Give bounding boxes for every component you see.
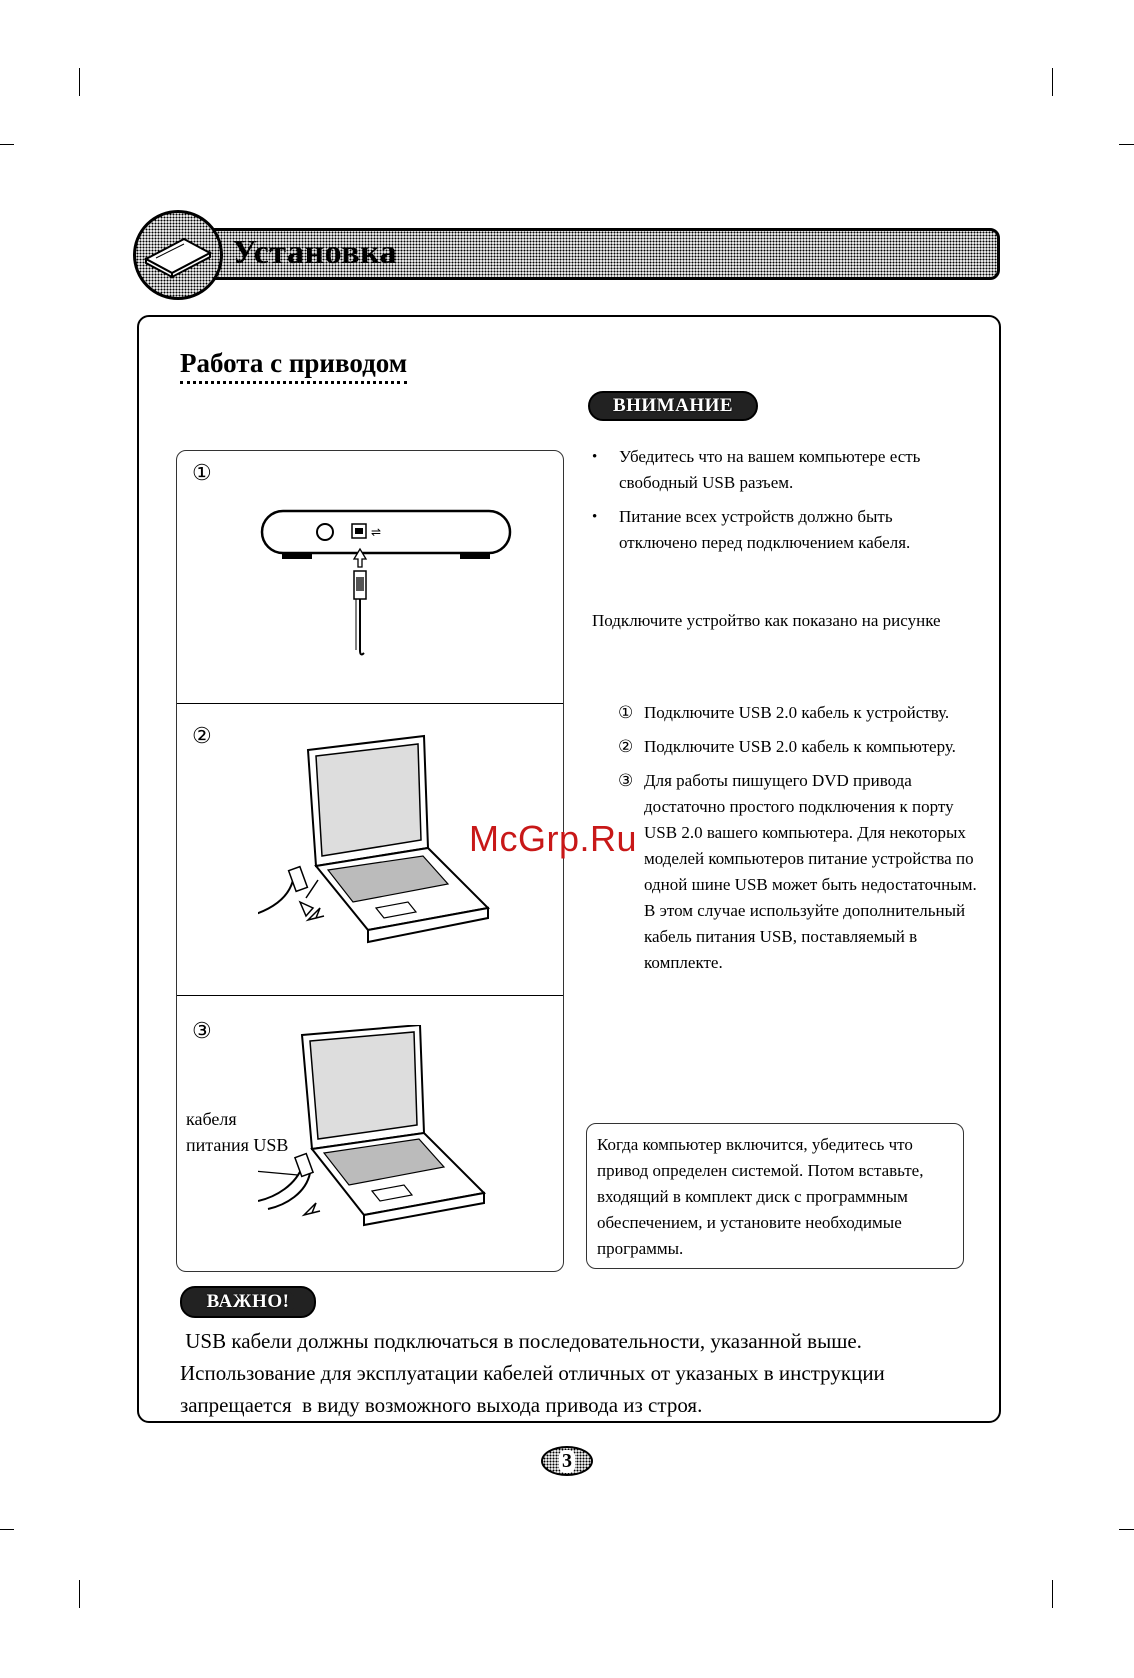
optical-drive-icon xyxy=(136,213,220,297)
crop-mark xyxy=(0,144,14,145)
crop-mark xyxy=(79,68,80,96)
drive-usb-illustration xyxy=(250,505,520,665)
step-marker: ② xyxy=(618,737,634,756)
important-badge xyxy=(180,1286,316,1318)
figure-3-label-line1: кабеля xyxy=(186,1109,237,1129)
section-title: Работа с приводом xyxy=(180,348,407,384)
crop-mark xyxy=(0,1529,14,1530)
attention-list xyxy=(592,444,972,564)
crop-mark xyxy=(1052,68,1053,96)
attention-badge xyxy=(588,391,758,421)
important-label: ВАЖНО! xyxy=(201,1291,296,1313)
step-marker: ③ xyxy=(618,771,634,790)
page-number-badge xyxy=(541,1446,593,1476)
figure-3-number: ③ xyxy=(192,1018,212,1043)
crop-mark xyxy=(79,1580,80,1608)
figure-divider xyxy=(177,703,563,704)
step-text: Подключите USB 2.0 кабель к устройству. xyxy=(644,703,950,722)
note-box xyxy=(586,1123,964,1269)
watermark: McGrp.Ru xyxy=(469,818,638,859)
steps-list xyxy=(618,700,978,984)
step-item xyxy=(618,768,978,898)
crop-mark xyxy=(1052,1580,1053,1608)
crop-mark xyxy=(1119,1529,1134,1530)
step-item xyxy=(618,734,978,760)
figure-3-label-line2: питания USB xyxy=(186,1135,289,1155)
attention-item: • Питание всех устройств должно быть отключено перед подключением кабеля. xyxy=(592,504,972,556)
page-title: Установка xyxy=(232,234,398,271)
note-text: Когда компьютер включится, убедитесь что привод определен системой. Потом вставьте, входящий в комплект диск с программным обеспечением, и установите необходимые программы. xyxy=(597,1135,924,1258)
attention-item: • Убедитесь что на вашем компьютере есть свободный USB разъем. xyxy=(592,444,972,496)
header-emblem xyxy=(133,210,223,300)
step-text: Подключите USB 2.0 кабель к компьютеру. xyxy=(644,737,956,756)
laptop-connection-illustration xyxy=(258,730,498,960)
step-item xyxy=(618,700,978,726)
step-text: В этом случае используйте дополнительный кабель питания USB, поставляемый в комплекте. xyxy=(644,901,966,972)
page-number: 3 xyxy=(559,1450,575,1473)
figure-1-number: ① xyxy=(192,460,212,485)
step-marker: ① xyxy=(618,703,634,722)
svg-text:⇌: ⇌ xyxy=(371,525,382,539)
attention-label: ВНИМАНИЕ xyxy=(607,395,739,417)
figure-divider xyxy=(177,995,563,996)
important-text: USB кабели должны подключаться в последовательности, указанной выше. Использование для эксплуатации кабелей отличных от указаных в инструкции запрещается в виду возможного выхода привода из строя. xyxy=(180,1329,891,1417)
crop-mark xyxy=(1119,144,1134,145)
figure-2-number: ② xyxy=(192,723,212,748)
laptop-power-cable-illustration xyxy=(258,1025,498,1245)
step-text: Для работы пишущего DVD привода достаточно простого подключения к порту USB 2.0 вашего компьютера. Для некоторых моделей компьютеров питание устройства по одной шине USB может быть недостаточным. xyxy=(644,771,977,894)
connect-intro: Подключите устройтво как показано на рисунке xyxy=(592,611,941,630)
step-item xyxy=(618,898,978,976)
